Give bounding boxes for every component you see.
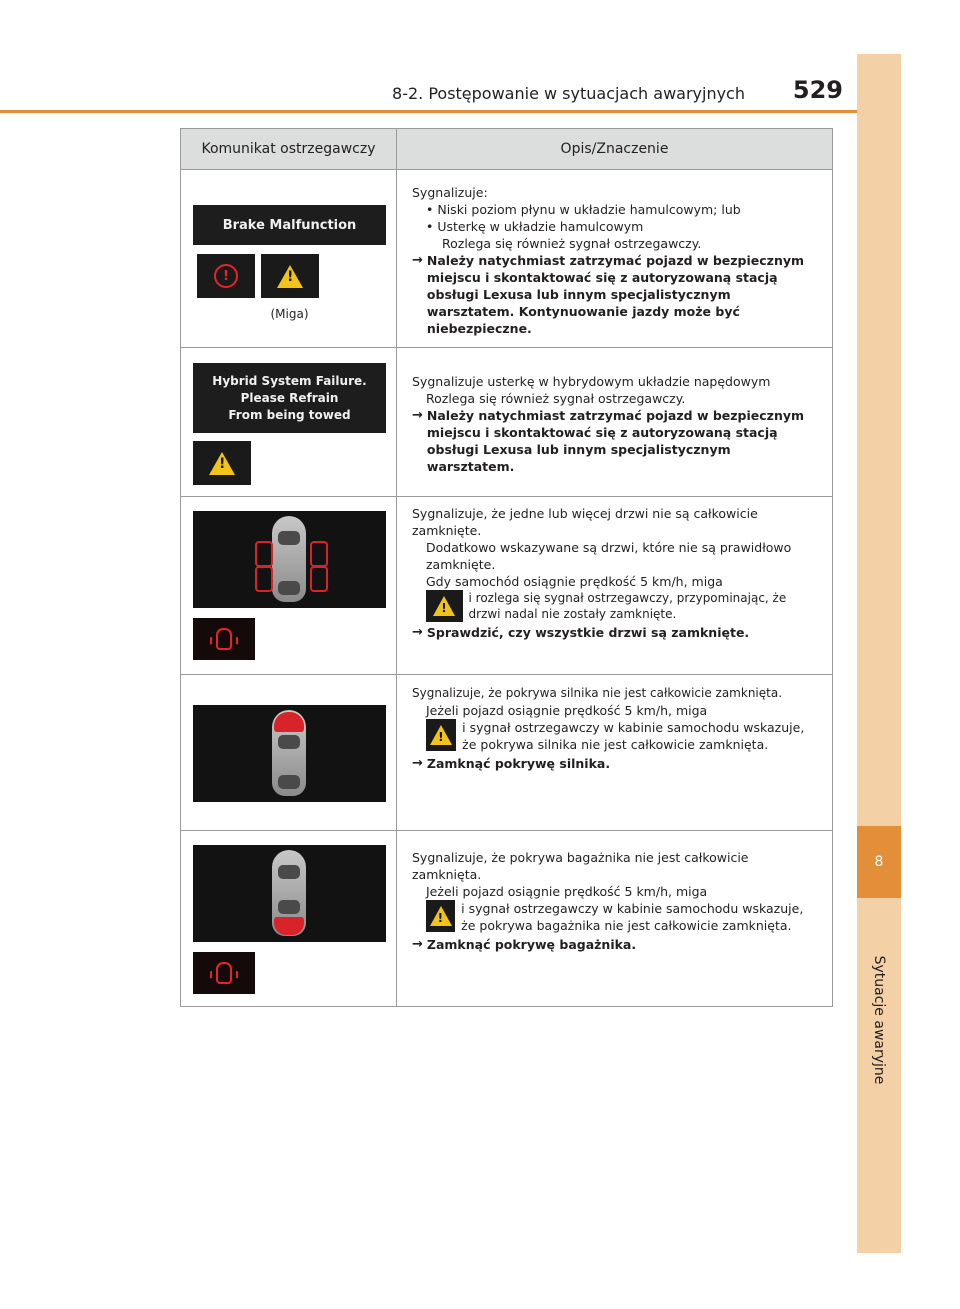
display-text: Brake Malfunction <box>222 217 357 233</box>
arrow-icon: → <box>412 756 423 771</box>
blink-caption: (Miga) <box>270 307 309 321</box>
note-text: i rozlega się sygnał ostrzegawczy, przypominając, że drzwi nadal nie zostały zamknięte. <box>468 591 787 621</box>
door-warning-icon <box>193 618 255 660</box>
description-cell <box>397 831 833 1007</box>
warning-message-cell <box>181 348 397 497</box>
master-warning-icon: ! <box>426 900 455 932</box>
trunk-open-display <box>193 845 386 942</box>
action-text: → Sprawdzić, czy wszystkie drzwi są zamknięte. <box>412 625 750 640</box>
table-row <box>181 170 833 348</box>
description-cell <box>397 348 833 497</box>
description-text: Sygnalizuje, że pokrywa bagażnika nie jest całkowicie zamknięta. <box>412 850 749 882</box>
table-header-row <box>181 129 833 170</box>
display-text: Please Refrain <box>240 390 339 405</box>
description-cell <box>397 497 833 675</box>
arrow-icon: → <box>412 625 423 640</box>
arrow-icon: → <box>412 937 423 952</box>
section-title: 8-2. Postępowanie w sytuacjach awaryjnych <box>392 84 745 103</box>
warning-message-cell <box>181 831 397 1007</box>
description-text: Sygnalizuje usterkę w hybrydowym układzie napędowym <box>412 374 771 389</box>
action-text: → Zamknąć pokrywę bagażnika. <box>412 937 637 952</box>
chapter-label: Sytuacje awaryjne <box>871 955 887 1085</box>
warning-message-cell <box>181 675 397 831</box>
door-warning-icon <box>193 952 255 994</box>
list-item: • Usterkę w układzie hamulcowym <box>426 219 644 234</box>
note-text: Rozlega się również sygnał ostrzegawczy. <box>426 391 686 406</box>
table-row <box>181 348 833 497</box>
table-row <box>181 675 833 831</box>
description-cell <box>397 675 833 831</box>
note-text: Jeżeli pojazd osiągnie prędkość 5 km/h, miga <box>426 884 708 899</box>
header-rule <box>0 110 857 113</box>
display-text: Hybrid System Failure. <box>212 373 367 388</box>
action-text: → Zamknąć pokrywę silnika. <box>412 756 611 771</box>
note-text: Jeżeli pojazd osiągnie prędkość 5 km/h, miga <box>426 703 708 718</box>
hood-open-display <box>193 705 386 802</box>
warning-message-cell <box>181 170 397 348</box>
warning-table <box>180 128 833 1007</box>
warning-message-cell <box>181 497 397 675</box>
arrow-icon: → <box>412 408 423 423</box>
master-warning-icon: ! <box>426 590 463 622</box>
master-warning-icon: ! <box>426 719 456 751</box>
description-text: Sygnalizuje: <box>412 185 488 200</box>
note-text: Rozlega się również sygnał ostrzegawczy. <box>442 236 702 251</box>
description-text: Sygnalizuje, że pokrywa silnika nie jest całkowicie zamknięta. <box>412 686 783 700</box>
note-text: i sygnał ostrzegawczy w kabinie samochodu wskazuje, że pokrywa bagażnika nie jest całkowicie zamknięta. <box>461 901 804 933</box>
hybrid-failure-display <box>193 363 386 433</box>
description-cell <box>397 170 833 348</box>
description-text: Sygnalizuje, że jedne lub więcej drzwi nie są całkowicie zamknięte. <box>412 506 758 538</box>
master-warning-icon: ! <box>193 441 251 485</box>
display-text: From being towed <box>228 407 351 422</box>
note-text: Gdy samochód osiągnie prędkość 5 km/h, miga <box>426 574 723 589</box>
table-row <box>181 831 833 1007</box>
action-text: → Należy natychmiast zatrzymać pojazd w bezpiecznym miejscu i skontaktować się z autoryzowaną stacją obsługi Lexusa lub innym specjalistycznym warsztatem. <box>412 408 805 474</box>
page-header <box>0 70 857 110</box>
door-open-display <box>193 511 386 608</box>
note-text: Dodatkowo wskazywane są drzwi, które nie są prawidłowo zamknięte. <box>426 540 792 572</box>
brake-malfunction-display <box>193 205 386 245</box>
list-item: • Niski poziom płynu w układzie hamulcowym; lub <box>426 202 741 217</box>
arrow-icon: → <box>412 253 423 268</box>
note-text: i sygnał ostrzegawczy w kabinie samochodu wskazuje, że pokrywa silnika nie jest całkowicie zamknięta. <box>462 720 805 752</box>
brake-warning-icon: ! <box>197 254 255 298</box>
master-warning-icon: ! <box>261 254 319 298</box>
chapter-number: 8 <box>874 854 884 870</box>
column-header: Opis/Znaczenie <box>397 129 833 170</box>
table-row <box>181 497 833 675</box>
column-header: Komunikat ostrzegawczy <box>181 129 397 170</box>
action-text: → Należy natychmiast zatrzymać pojazd w bezpiecznym miejscu i skontaktować się z autoryzowaną stacją obsługi Lexusa lub innym specjalistycznym warsztatem. Kontynuowanie jazdy może być niebezpieczne. <box>412 253 805 336</box>
page-number: 529 <box>792 76 843 104</box>
